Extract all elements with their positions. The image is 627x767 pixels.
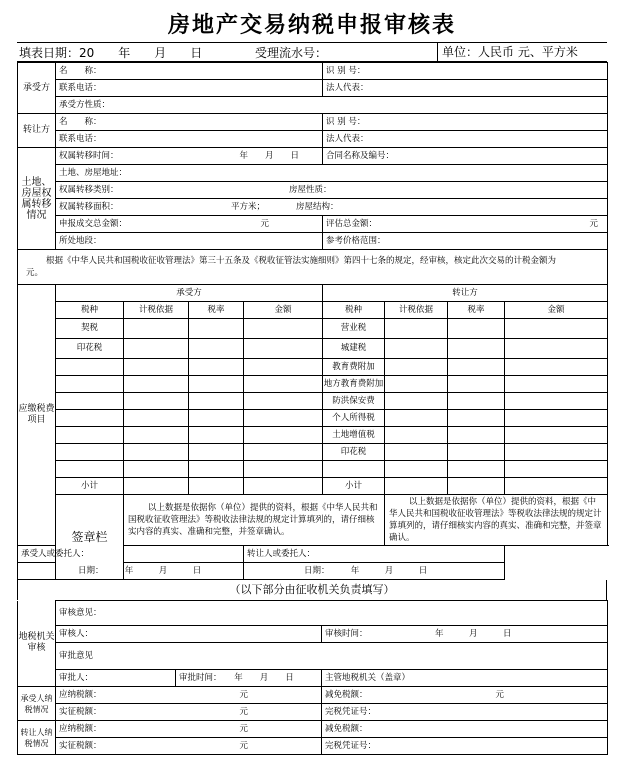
buyer-name[interactable]: 名 称： bbox=[56, 63, 323, 80]
cell[interactable] bbox=[385, 339, 448, 359]
tax-review-form bbox=[17, 8, 607, 755]
cell[interactable] bbox=[244, 410, 323, 427]
cell[interactable] bbox=[124, 393, 189, 410]
cell[interactable] bbox=[385, 461, 448, 478]
cell[interactable] bbox=[189, 427, 244, 444]
buyer-id[interactable]: 识 别 号： bbox=[323, 63, 608, 80]
auditor[interactable]: 审核人： bbox=[56, 626, 322, 643]
cell[interactable] bbox=[124, 478, 189, 495]
unit-label: 单位：人民币 元、平方米 bbox=[437, 43, 578, 61]
approval-opinion[interactable]: 审批意见 bbox=[56, 643, 608, 670]
cell[interactable] bbox=[244, 359, 323, 376]
location[interactable]: 所处地段： bbox=[56, 233, 323, 250]
buyer-agent[interactable]: 承受人或委托人： bbox=[18, 546, 244, 563]
cell[interactable] bbox=[244, 319, 323, 339]
audit-date: 年 月 日 bbox=[435, 628, 512, 639]
cell[interactable] bbox=[124, 339, 189, 359]
office-notice: （以下部分由征收机关负责填写） bbox=[17, 580, 607, 600]
unit-label: 元 bbox=[239, 689, 248, 700]
seller-confirm-text: 以上数据是依据你（单位）提供的资料，根据《中华人民共和国税收征收管理法》等税收法律法规的规定计算填列的，请仔细核实内容的真实、准确和完整，并签章确认。 bbox=[385, 495, 608, 546]
seller-exempt[interactable]: 减免税额： bbox=[322, 721, 608, 738]
cell[interactable] bbox=[448, 376, 505, 393]
buyer-exempt[interactable]: 减免税额： bbox=[325, 689, 368, 700]
cell[interactable] bbox=[505, 359, 608, 376]
unit-label: 元 bbox=[239, 723, 248, 734]
law-statement: 根据《中华人民共和国税收征收管理法》第三十五条及《税收征管法实施细则》第四十七条的规定，经审核，核定此次交易的计税金额为 元。 bbox=[18, 250, 608, 285]
declared-amount[interactable]: 申报成交总金额： bbox=[59, 218, 128, 229]
cell[interactable] bbox=[244, 444, 323, 461]
approver[interactable]: 审批人： bbox=[59, 672, 94, 683]
cell[interactable] bbox=[56, 444, 124, 461]
buyer-legal[interactable]: 法人代表： bbox=[323, 80, 608, 97]
cell[interactable] bbox=[244, 478, 323, 495]
unit-label: 元 bbox=[495, 689, 505, 700]
cell[interactable] bbox=[385, 427, 448, 444]
col-amount: 金额 bbox=[505, 302, 608, 319]
cell[interactable] bbox=[189, 359, 244, 376]
cell[interactable] bbox=[505, 444, 608, 461]
cell[interactable] bbox=[385, 393, 448, 410]
evaluated-unit: 元 bbox=[589, 218, 599, 229]
seller-agent[interactable]: 转让人或委托人： bbox=[244, 546, 505, 563]
cell[interactable] bbox=[505, 427, 608, 444]
cell[interactable] bbox=[448, 339, 505, 359]
cell[interactable] bbox=[124, 427, 189, 444]
cell[interactable] bbox=[385, 410, 448, 427]
col-tax-type: 税种 bbox=[56, 302, 124, 319]
cell[interactable] bbox=[385, 478, 448, 495]
cell[interactable] bbox=[448, 319, 505, 339]
cell[interactable] bbox=[244, 427, 323, 444]
cell[interactable] bbox=[56, 427, 124, 444]
col-rate: 税率 bbox=[189, 302, 244, 319]
tax-row: 地方教育费附加 bbox=[323, 376, 385, 393]
cell[interactable] bbox=[56, 393, 124, 410]
house-nature[interactable]: 房屋性质： bbox=[289, 184, 332, 195]
col-basis: 计税依据 bbox=[385, 302, 448, 319]
cell[interactable] bbox=[124, 319, 189, 339]
col-rate: 税率 bbox=[448, 302, 505, 319]
cell[interactable] bbox=[505, 319, 608, 339]
seller-phone[interactable]: 联系电话： bbox=[56, 131, 323, 148]
tax-row: 教育费附加 bbox=[323, 359, 385, 376]
cell[interactable] bbox=[244, 393, 323, 410]
audit-opinion[interactable]: 审核意见： bbox=[56, 601, 608, 626]
cell[interactable] bbox=[244, 461, 323, 478]
tax-row: 营业税 bbox=[323, 319, 385, 339]
cell[interactable] bbox=[385, 376, 448, 393]
evaluated-amount[interactable]: 评估总金额： bbox=[326, 218, 378, 229]
seller-legal[interactable]: 法人代表： bbox=[323, 131, 608, 148]
col-tax-type: 税种 bbox=[323, 302, 385, 319]
cell[interactable] bbox=[448, 393, 505, 410]
tax-row: 城建税 bbox=[323, 339, 385, 359]
buyer-cert[interactable]: 完税凭证号： bbox=[322, 704, 608, 721]
tax-buyer-head: 承受方 bbox=[56, 285, 323, 302]
cell[interactable] bbox=[448, 461, 505, 478]
house-structure[interactable]: 房屋结构： bbox=[296, 201, 339, 212]
seller-section: 转让方 bbox=[18, 114, 56, 148]
form-title: 房地产交易纳税申报审核表 bbox=[167, 12, 456, 38]
sign-section: 签章栏 bbox=[56, 495, 124, 580]
cell[interactable] bbox=[448, 478, 505, 495]
cell[interactable] bbox=[56, 410, 124, 427]
buyer-tax-section: 承受人纳税情况 bbox=[18, 687, 56, 721]
cell[interactable] bbox=[505, 461, 608, 478]
transfer-area[interactable]: 权属转移面积： bbox=[59, 201, 119, 212]
form-header bbox=[17, 42, 607, 62]
tax-authority-seal: 主管地税机关（盖章） bbox=[322, 670, 608, 687]
tax-row: 土地增值税 bbox=[323, 427, 385, 444]
cell[interactable] bbox=[189, 444, 244, 461]
buyer-confirm-text: 以上数据是依据你（单位）提供的资料，根据《中华人民共和国税收征收管理法》等税收法律法规的规定计算填列的，请仔细核实内容的真实、准确和完整，并签章确认。 bbox=[124, 495, 385, 546]
cell[interactable] bbox=[505, 478, 608, 495]
cell[interactable] bbox=[189, 478, 244, 495]
fill-date: 填表日期：20 年 月 日 bbox=[19, 46, 203, 60]
cell[interactable] bbox=[448, 359, 505, 376]
cell[interactable] bbox=[56, 376, 124, 393]
seller-cert[interactable]: 完税凭证号： bbox=[322, 738, 608, 755]
cell[interactable] bbox=[189, 410, 244, 427]
land-section: 土地、房屋权属转移情况 bbox=[18, 148, 56, 250]
cell[interactable] bbox=[189, 376, 244, 393]
cell[interactable] bbox=[56, 359, 124, 376]
buyer-section: 承受方 bbox=[18, 63, 56, 114]
cell[interactable] bbox=[189, 461, 244, 478]
col-basis: 计税依据 bbox=[124, 302, 189, 319]
tax-row: 印花税 bbox=[323, 444, 385, 461]
cell[interactable] bbox=[448, 444, 505, 461]
cell[interactable] bbox=[244, 339, 323, 359]
main-table bbox=[17, 62, 608, 580]
subtotal-label: 小计 bbox=[56, 478, 124, 495]
seller-tax-section: 转让人纳税情况 bbox=[18, 721, 56, 755]
cell[interactable] bbox=[448, 427, 505, 444]
cell[interactable] bbox=[385, 319, 448, 339]
office-section: 地税机关审核 bbox=[18, 601, 56, 687]
cell[interactable] bbox=[505, 393, 608, 410]
seller-sign-date[interactable]: 日期： 年 月 日 bbox=[244, 563, 505, 580]
transfer-time[interactable]: 权属转移时间： bbox=[59, 150, 119, 161]
cell[interactable] bbox=[244, 376, 323, 393]
cell[interactable] bbox=[385, 359, 448, 376]
approval-time[interactable]: 审批时间： 年 月 日 bbox=[176, 670, 322, 687]
cell[interactable] bbox=[124, 359, 189, 376]
col-amount: 金额 bbox=[244, 302, 323, 319]
transfer-date: 年 月 日 bbox=[239, 150, 300, 161]
declared-unit: 元 bbox=[260, 218, 270, 229]
buyer-phone[interactable]: 联系电话： bbox=[56, 80, 323, 97]
unit-label: 元 bbox=[239, 740, 248, 751]
tax-row: 契税 bbox=[56, 319, 124, 339]
cell[interactable] bbox=[124, 444, 189, 461]
cell[interactable] bbox=[505, 339, 608, 359]
tax-row: 个人所得税 bbox=[323, 410, 385, 427]
seller-name[interactable]: 名 称： bbox=[56, 114, 323, 131]
cell[interactable] bbox=[505, 410, 608, 427]
cell[interactable] bbox=[56, 461, 124, 478]
cell[interactable] bbox=[323, 461, 385, 478]
cell[interactable] bbox=[124, 461, 189, 478]
seller-payable[interactable]: 应纳税额： bbox=[59, 723, 102, 734]
area-unit: 平方米； bbox=[231, 201, 266, 212]
cell[interactable] bbox=[448, 410, 505, 427]
buyer-payable[interactable]: 应纳税额： bbox=[59, 689, 102, 700]
tax-row: 防洪保安费 bbox=[323, 393, 385, 410]
contract-number[interactable]: 合同名称及编号： bbox=[323, 148, 608, 165]
property-address[interactable]: 土地、房屋地址： bbox=[56, 165, 608, 182]
seller-paid[interactable]: 实征税额： bbox=[59, 740, 102, 751]
buyer-nature[interactable]: 承受方性质： bbox=[56, 97, 608, 114]
serial-number: 受理流水号： bbox=[255, 46, 328, 60]
tax-row: 印花税 bbox=[56, 339, 124, 359]
buyer-paid[interactable]: 实征税额： bbox=[59, 706, 102, 717]
office-table bbox=[17, 600, 608, 755]
unit-label: 元 bbox=[239, 706, 248, 717]
cell[interactable] bbox=[189, 393, 244, 410]
cell[interactable] bbox=[505, 376, 608, 393]
buyer-sign-date[interactable]: 日期： 年 月 日 bbox=[18, 563, 244, 580]
seller-id[interactable]: 识 别 号： bbox=[323, 114, 608, 131]
cell[interactable] bbox=[385, 444, 448, 461]
audit-time[interactable]: 审核时间： bbox=[325, 628, 368, 639]
reference-price[interactable]: 参考价格范围： bbox=[323, 233, 608, 250]
cell[interactable] bbox=[189, 319, 244, 339]
cell[interactable] bbox=[124, 410, 189, 427]
cell[interactable] bbox=[189, 339, 244, 359]
tax-seller-head: 转让方 bbox=[323, 285, 608, 302]
subtotal-label: 小计 bbox=[323, 478, 385, 495]
tax-section: 应缴税费项目 bbox=[18, 285, 56, 546]
cell[interactable] bbox=[124, 376, 189, 393]
transfer-type[interactable]: 权属转移类别： bbox=[59, 184, 119, 195]
